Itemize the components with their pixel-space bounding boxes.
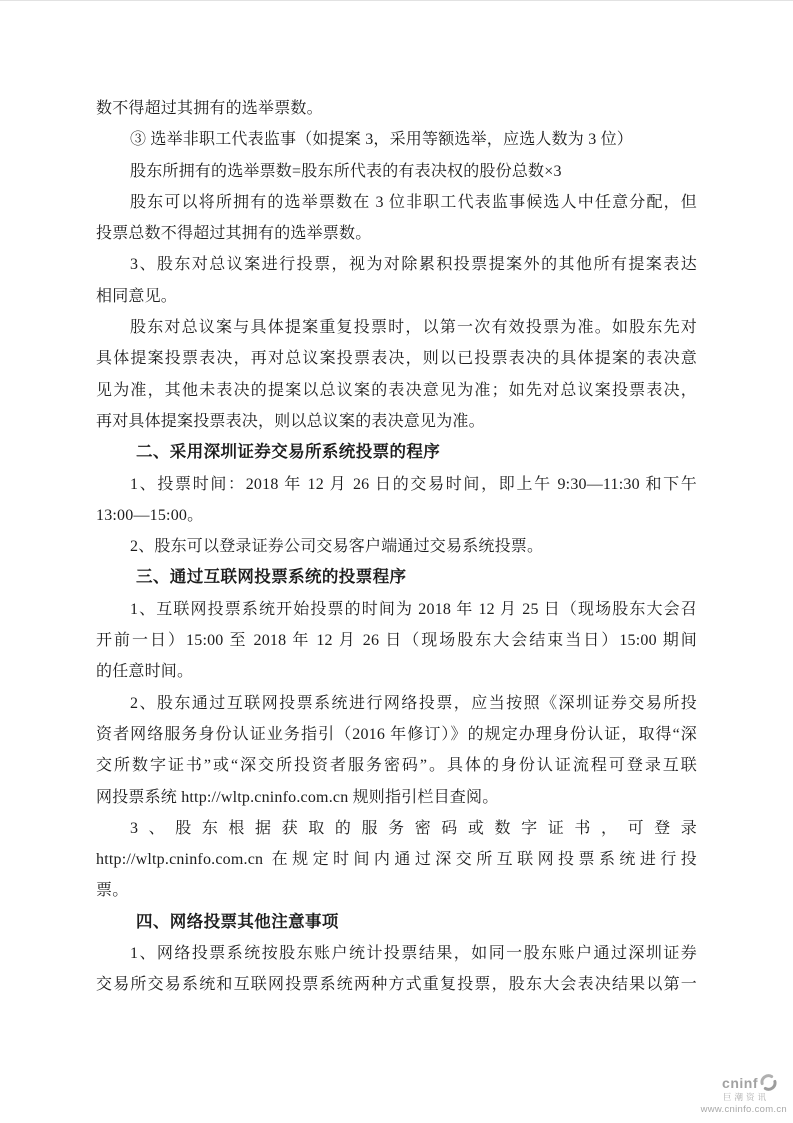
document-content	[96, 93, 697, 1001]
section-heading: 三、通过互联网投票系统的投票程序	[136, 568, 407, 587]
text-line: 的任意时间。	[96, 663, 194, 681]
cninfo-logo	[722, 1074, 777, 1091]
section-heading: 四、网络投票其他注意事项	[136, 912, 339, 931]
swirl-icon	[760, 1074, 777, 1091]
text-line: 资者网络服务身份认证业务指引（2016 年修订）》的规定办理身份认证，取得“深	[96, 725, 697, 743]
text-line: 开前一日）15:00 至 2018 年 12 月 26 日（现场股东大会结束当日）15:00 期间	[96, 632, 697, 650]
text-line: 13:00—15:00。	[96, 506, 204, 524]
section-heading: 二、采用深圳证券交易所系统投票的程序	[136, 443, 441, 462]
text-line: 1、投票时间：2018 年 12 月 26 日的交易时间，即上午 9:30—11:30 和下午	[130, 475, 697, 493]
text-line: 交易所交易系统和互联网投票系统两种方式重复投票，股东大会表决结果以第一	[96, 976, 697, 994]
text-line: 投票总数不得超过其拥有的选举票数。	[96, 225, 372, 243]
text-line: 2、股东通过互联网投票系统进行网络投票，应当按照《深圳证券交易所投	[130, 694, 697, 712]
text-line: 见为准，其他未表决的提案以总议案的表决意见为准；如先对总议案投票表决，	[96, 381, 697, 399]
text-line: 1、网络投票系统按股东账户统计投票结果，如同一股东账户通过深圳证券	[130, 945, 697, 963]
cninfo-logo-url: www.cninfo.com.cn	[700, 1103, 787, 1115]
text-line: 数不得超过其拥有的选举票数。	[96, 100, 323, 117]
text-line: 1、互联网投票系统开始投票的时间为 2018 年 12 月 25 日（现场股东大会召	[130, 600, 697, 618]
text-line: 具体提案投票表决，再对总议案投票表决，则以已投票表决的具体提案的表决意	[96, 350, 697, 368]
text-line: 网投票系统 http://wltp.cninfo.com.cn 规则指引栏目查阅。	[96, 788, 499, 806]
text-line: 再对具体提案投票表决，则以总议案的表决意见为准。	[96, 412, 485, 430]
text-line: 票。	[96, 882, 129, 900]
text-line: 股东所拥有的选举票数=股东所代表的有表决权的股份总数×3	[130, 162, 562, 180]
text-line: http://wltp.cninfo.com.cn 在规定时间内通过深交所互联网投票系统进行投	[96, 851, 697, 869]
text-line: 股东可以将所拥有的选举票数在 3 位非职工代表监事候选人中任意分配，但	[130, 193, 697, 211]
text-line: 股东对总议案与具体提案重复投票时，以第一次有效投票为准。如股东先对	[130, 319, 697, 337]
text-line: 3、股东根据获取的服务密码或数字证书，可登录	[130, 819, 697, 837]
cninfo-logo-text: cninf	[722, 1074, 758, 1091]
text-line: 交所数字证书”或“深交所投资者服务密码”。具体的身份认证流程可登录互联	[96, 757, 697, 775]
text-line: 3、股东对总议案进行投票，视为对除累积投票提案外的其他所有提案表达	[130, 256, 697, 274]
text-line: 相同意见。	[96, 287, 178, 305]
footer-logo	[701, 1074, 787, 1115]
text-line: 2、股东可以登录证券公司交易客户端通过交易系统投票。	[130, 538, 544, 556]
cninfo-logo-subtitle: 巨潮资讯	[722, 1092, 769, 1103]
text-line: ③ 选举非职工代表监事（如提案 3，采用等额选举，应选人数为 3 位）	[130, 131, 634, 149]
